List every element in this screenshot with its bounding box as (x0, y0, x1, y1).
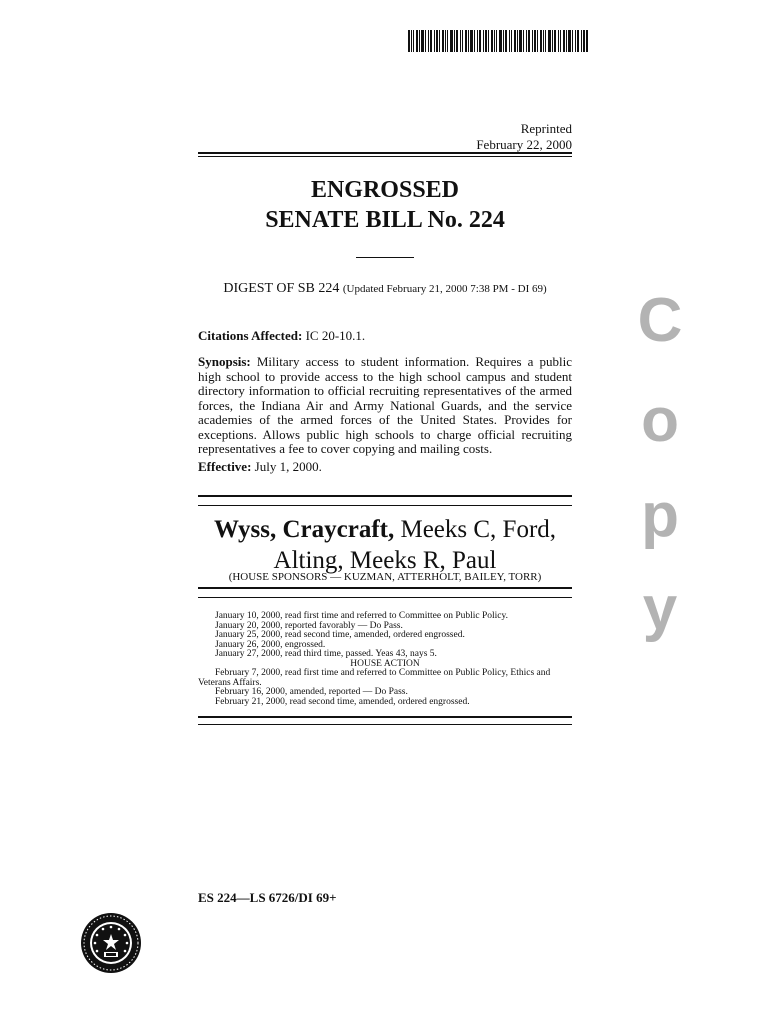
copy-watermark-letter: p (641, 481, 679, 550)
history-entry: January 26, 2000, engrossed. (215, 639, 326, 650)
rule-sponsors-bottom (198, 587, 572, 589)
history-entry-text: February 7, 2000, read first time and referred to Committee on Public Policy, Ethics and Veterans Affairs. (198, 668, 551, 688)
primary-authors: Wyss, Craycraft, (213, 516, 395, 543)
synopsis-label: Synopsis: (198, 354, 251, 369)
reprinted-label: Reprinted (520, 121, 572, 136)
digest-updated: (Updated February 21, 2000 7:38 PM - DI 69) (342, 283, 547, 295)
state-seal-icon (80, 912, 142, 974)
bill-title-line2: SENATE BILL No. 224 (265, 207, 505, 233)
rule-authors-top (198, 495, 572, 497)
rule-sponsors-bottom-thin (198, 597, 572, 598)
house-sponsors: (HOUSE SPONSORS — KUZMAN, ATTERHOLT, BAILEY, TORR) (228, 571, 542, 583)
history-entry: January 10, 2000, read first time and referred to Committee on Public Policy. (215, 611, 509, 621)
history-entry: February 16, 2000, amended, reported — Do Pass. (215, 687, 408, 697)
synopsis-text: Military access to student information. Requires a public high school to provide access to the high school campus and student directory information to official recruiting representatives of the armed forces, the Indiana Air and Army National Guards, and the service academies of the armed forces of the United States. Provides for exceptions. Allows public high schools to charge official recruiting representatives a fee to cover copying and mailing costs. (198, 354, 572, 456)
authors-line1 (198, 514, 572, 545)
digest-heading (198, 281, 572, 297)
bill-title-line1: ENGROSSED (310, 177, 460, 203)
copy-watermark-letter: C (637, 286, 683, 355)
history-entry: February 21, 2000, read second time, amended, ordered engrossed. (215, 696, 470, 707)
rule-top (198, 152, 572, 154)
history-entry: January 20, 2000, reported favorably — Do Pass. (215, 620, 403, 631)
history-entry: January 25, 2000, read second time, amended, ordered engrossed. (215, 630, 465, 640)
history-entry: January 27, 2000, read third time, passed. Yeas 43, nays 5. (215, 649, 437, 659)
document-id: ES 224—LS 6726/DI 69+ (198, 890, 337, 905)
copy-watermark-letter: y (642, 574, 678, 643)
authors-line2: Alting, Meeks R, Paul (273, 547, 497, 574)
reprint-notice (372, 121, 572, 153)
citations-label: Citations Affected: (198, 328, 303, 343)
digest-label: DIGEST OF SB 224 (223, 281, 340, 296)
rule-authors-top-thin (198, 505, 572, 506)
copy-watermark-letter: o (641, 386, 679, 455)
effective-date (198, 460, 572, 475)
reprinted-date: February 22, 2000 (476, 137, 572, 152)
rule-top-thin (198, 156, 572, 157)
title-separator (356, 257, 414, 258)
house-action-heading: HOUSE ACTION (350, 658, 420, 669)
co-authors: Meeks C, Ford, (400, 516, 557, 543)
legislative-history (198, 612, 572, 707)
effective-label: Effective: (198, 459, 252, 474)
barcode (408, 30, 588, 52)
effective-value: July 1, 2000. (254, 459, 322, 474)
citations-affected (198, 329, 572, 344)
rule-bottom (198, 716, 572, 718)
history-entry (198, 669, 572, 688)
rule-bottom-thin (198, 724, 572, 725)
citations-value: IC 20-10.1. (305, 328, 366, 343)
synopsis (198, 355, 572, 457)
